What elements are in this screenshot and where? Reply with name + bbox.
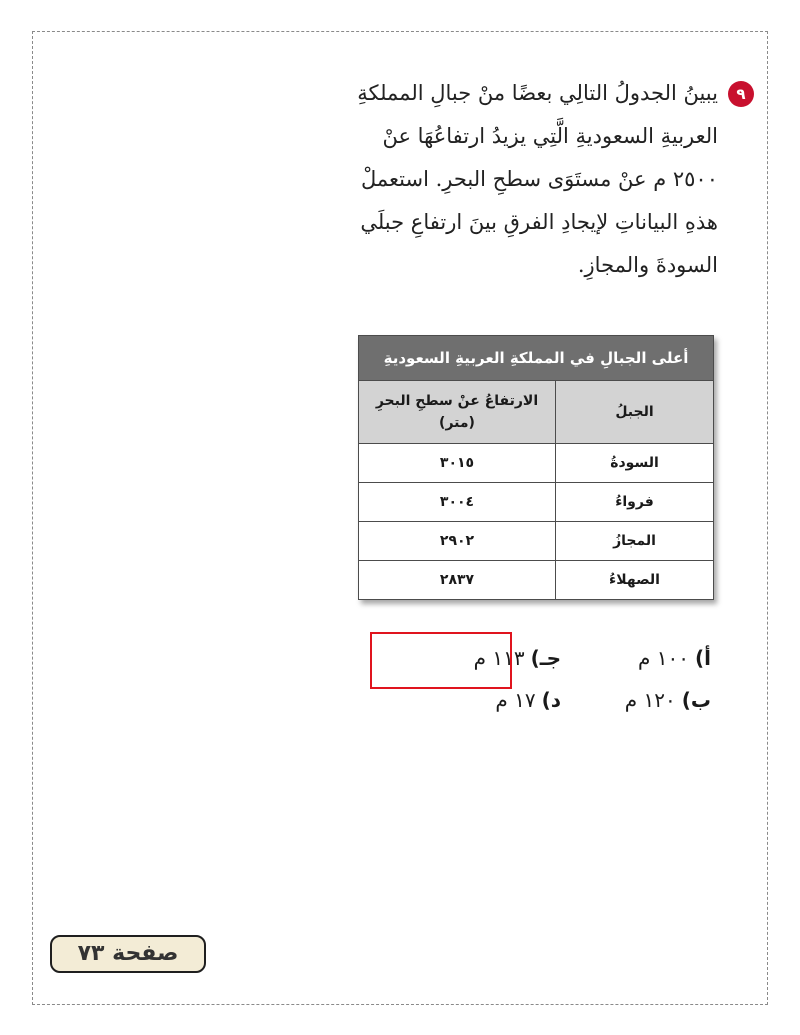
question-line: السودةَ والمجازِ.: [577, 253, 718, 277]
mountain-name: السودةُ: [556, 444, 714, 483]
question-line: العربيةِ السعوديةِ الَّتِي يزيدُ ارتفاعُهَا عنْ: [382, 124, 718, 148]
table-row: [359, 561, 714, 600]
question-line: هذهِ البياناتِ لإيجادِ الفرقِ بينَ ارتفاعِ جبلَي: [360, 210, 718, 234]
choice-a[interactable]: [638, 646, 711, 670]
question-line: يبينُ الجدولُ التالِي بعضًا منْ جبالِ المملكةِ: [357, 81, 718, 105]
table-row: [359, 483, 714, 522]
mountain-elevation: ٣٠٠٤: [359, 483, 556, 522]
choice-letter: أ): [695, 646, 711, 670]
mountain-name: الصهلاءُ: [556, 561, 714, 600]
choice-letter: د): [541, 688, 561, 712]
table-row: [359, 444, 714, 483]
table-header-row: [359, 381, 714, 444]
table-row: [359, 522, 714, 561]
mountain-elevation: ٢٨٣٧: [359, 561, 556, 600]
answer-choices: [355, 640, 717, 732]
choice-letter: ب): [681, 688, 711, 712]
mountain-name: فرواءُ: [556, 483, 714, 522]
table-grid: [358, 380, 714, 600]
choice-value: ١٧ م: [495, 688, 536, 712]
choice-value: ١٢٠ م: [624, 688, 676, 712]
choice-letter: جـ): [530, 646, 561, 670]
mountain-elevation: ٣٠١٥: [359, 444, 556, 483]
header-elevation: الارتفاعُ عنْ سطحِ البحرِ (متر): [359, 381, 556, 444]
choice-d[interactable]: [495, 688, 561, 712]
choice-c[interactable]: [474, 646, 561, 670]
question-text: [278, 72, 718, 287]
choice-b[interactable]: [625, 688, 711, 712]
question-number-badge: ٩: [728, 81, 754, 107]
choice-value: ١٠٠ م: [638, 646, 689, 670]
header-mountain: الجبلُ: [556, 381, 714, 444]
mountains-table: [358, 335, 714, 600]
table-title: أعلى الجبالِ في المملكةِ العربيةِ السعوديةِ: [358, 335, 714, 380]
choice-value: ١١٣ م: [473, 646, 525, 670]
page-number-label: صفحة ٧٣: [50, 935, 206, 973]
mountain-elevation: ٢٩٠٢: [359, 522, 556, 561]
question-line: ٢٥٠٠ م عنْ مستَوَى سطحِ البحرِ. استعملْ: [360, 167, 718, 191]
mountain-name: المجازُ: [556, 522, 714, 561]
